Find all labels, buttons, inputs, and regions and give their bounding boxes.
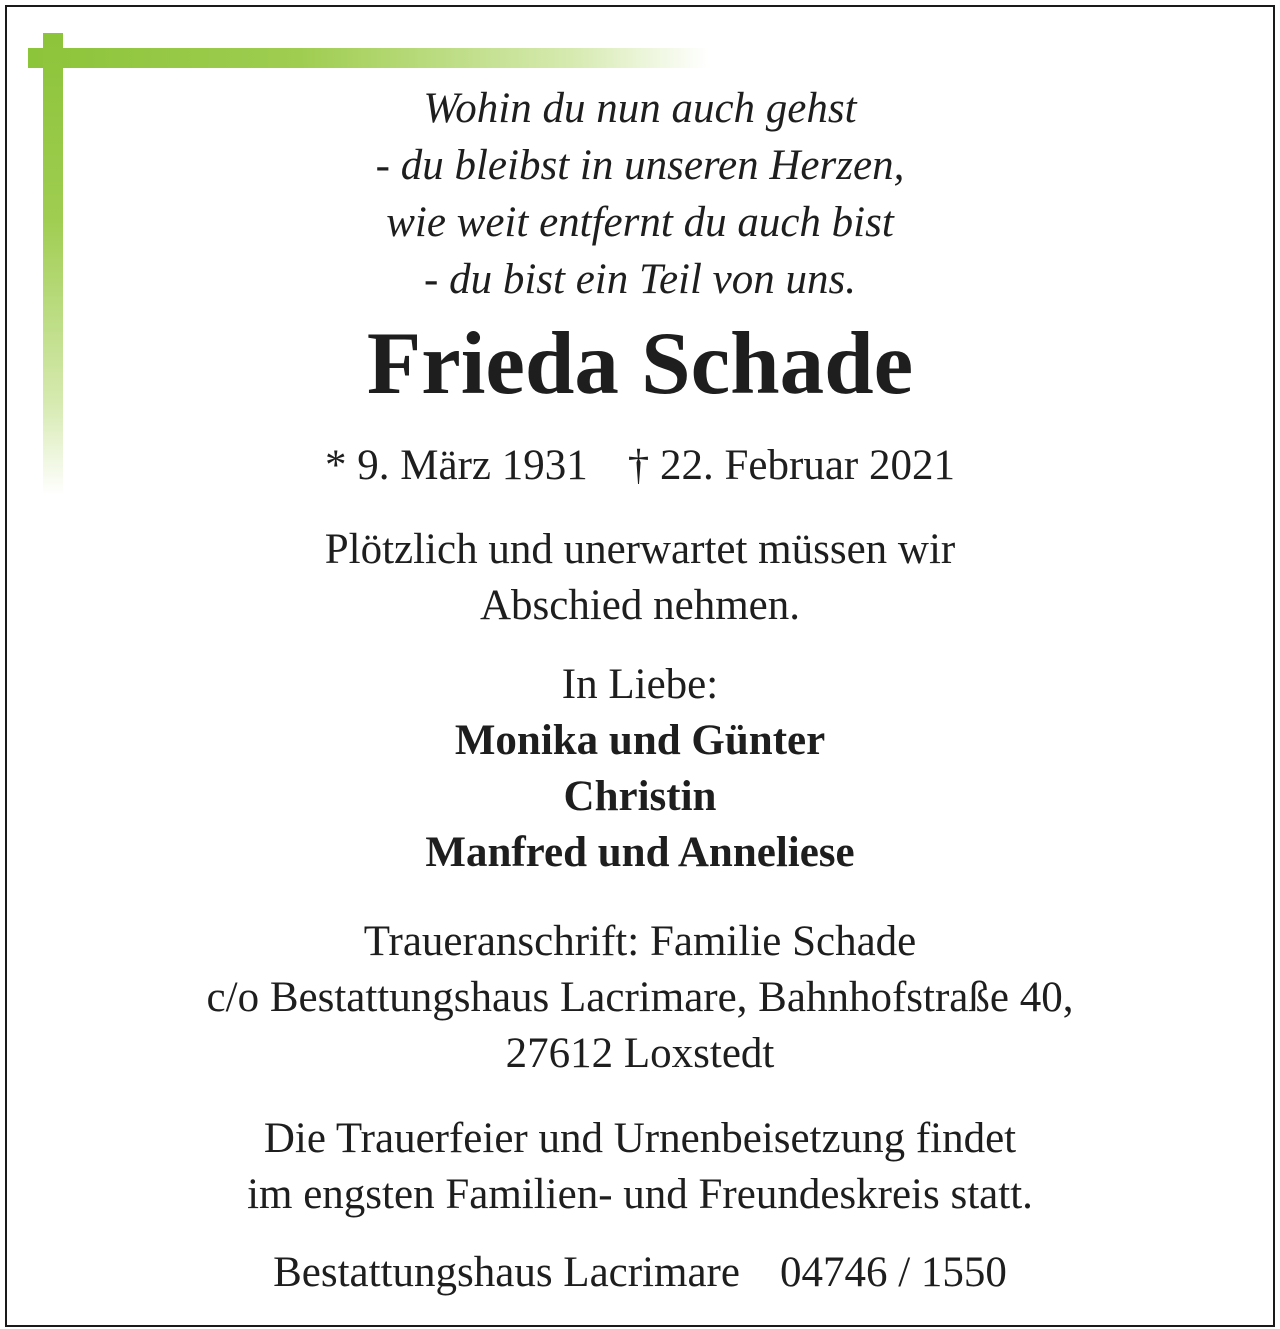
ceremony-line-1: Die Trauerfeier und Urnenbeisetzung findet xyxy=(263,1115,1017,1162)
message-line-1: Plötzlich und unerwartet müssen wir xyxy=(324,526,956,573)
mourner-name: Monika und Günter xyxy=(454,717,826,764)
poem-line-3: wie weit entfernt du auch bist xyxy=(386,199,894,246)
mourner-name: Christin xyxy=(563,773,717,820)
poem-line-4: - du bist ein Teil von uns. xyxy=(424,256,856,303)
mourners-intro: In Liebe: xyxy=(561,661,719,708)
death-date: † 22. Februar 2021 xyxy=(627,442,955,489)
mourner-name: Manfred und Anneliese xyxy=(425,829,855,876)
address-line-1: Traueranschrift: Familie Schade xyxy=(363,918,917,965)
funeral-home-name: Bestattungshaus Lacrimare xyxy=(273,1249,740,1296)
funeral-home-phone: 04746 / 1550 xyxy=(779,1249,1007,1296)
ceremony-line-2: im engsten Familien- und Freundeskreis statt. xyxy=(247,1171,1033,1218)
poem-line-1: Wohin du nun auch gehst xyxy=(423,85,857,132)
message-line-2: Abschied nehmen. xyxy=(479,582,801,629)
poem-line-2: - du bleibst in unseren Herzen, xyxy=(375,142,905,189)
funeral-home-footer xyxy=(0,1245,1280,1301)
deceased-name: Frieda Schade xyxy=(366,315,914,413)
cross-icon-horizontal-bar xyxy=(28,48,708,68)
birth-date: * 9. März 1931 xyxy=(325,442,588,489)
address-line-3: 27612 Loxstedt xyxy=(505,1030,775,1077)
life-dates xyxy=(0,438,1280,494)
address-line-2: c/o Bestattungshaus Lacrimare, Bahnhofstraße 40, xyxy=(206,974,1074,1021)
